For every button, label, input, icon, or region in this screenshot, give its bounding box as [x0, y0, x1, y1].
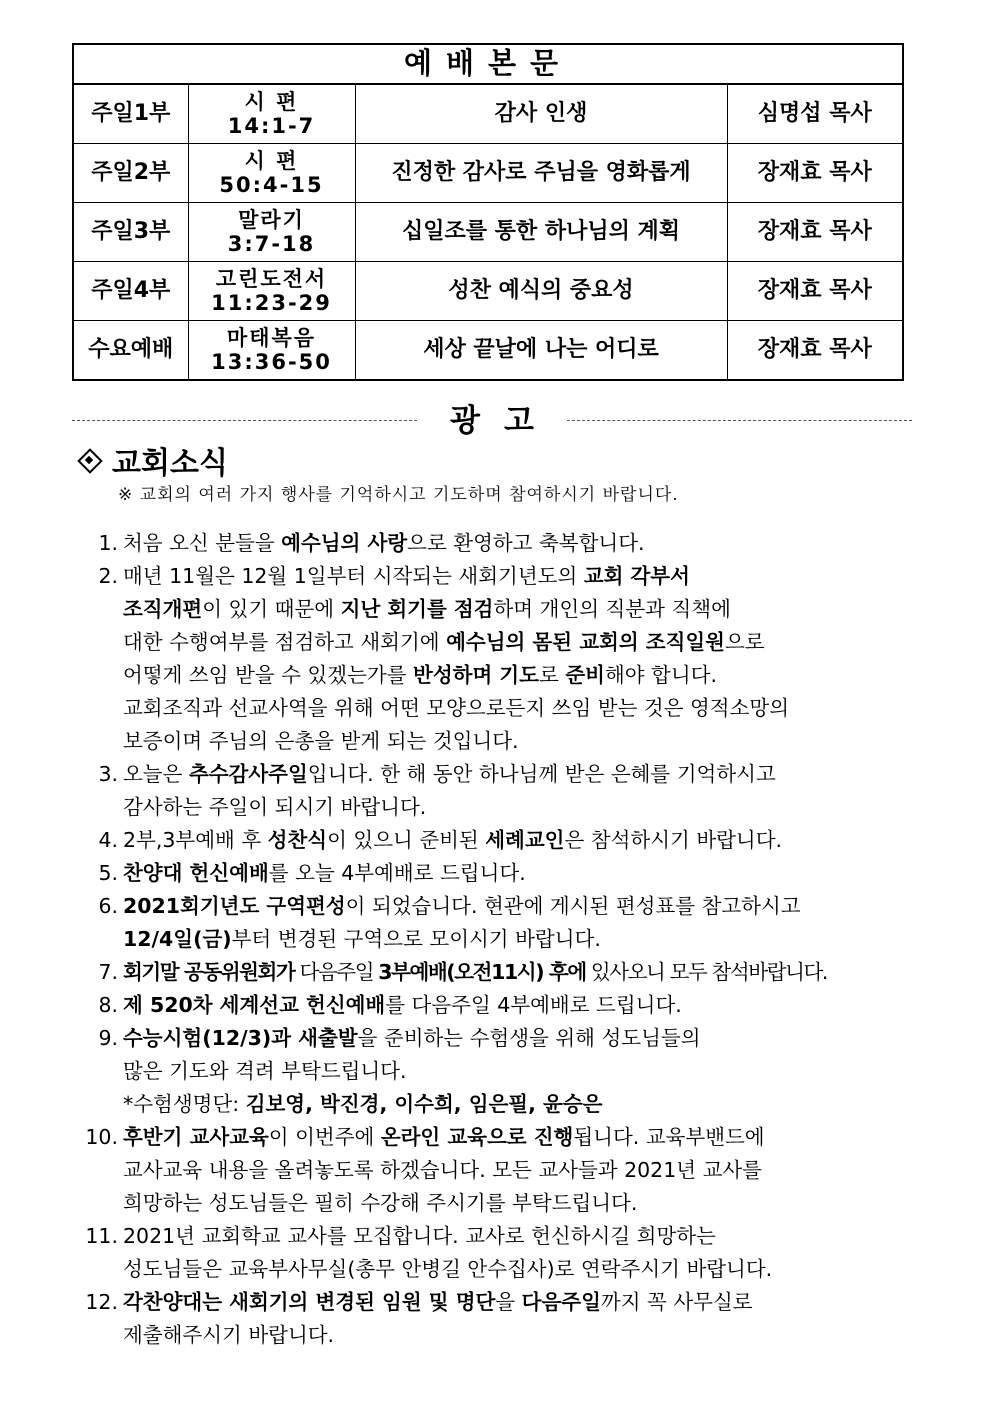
notice-emphasis: 찬양대 헌신예배: [123, 861, 269, 885]
notice-item: [70, 560, 900, 758]
scripture-ref: 13:36-50: [211, 350, 332, 374]
notice-emphasis: 준비: [565, 663, 605, 687]
notice-emphasis: 예수님의 사랑: [281, 531, 408, 555]
notice-text: 희망하는 성도님들은 필히 수강해 주시기를 부탁드립니다.: [123, 1191, 638, 1215]
notice-text: *수험생명단:: [123, 1092, 246, 1116]
worship-table: [72, 43, 904, 381]
notice-line: [123, 692, 900, 725]
worship-row: [73, 203, 903, 262]
announcement-title: 광고: [450, 403, 558, 439]
notice-number: 3.: [98, 762, 118, 786]
worship-rows: [73, 84, 903, 380]
notice-text: 성도님들은 교육부사무실(총무 안병길 안수집사)로 연락주시기 바랍니다.: [123, 1257, 773, 1281]
notice-item: [70, 824, 900, 857]
notice-number: 9.: [98, 1026, 118, 1050]
notice-number: 11.: [85, 1224, 118, 1248]
diamond-bullet-icon: [78, 449, 100, 471]
notice-item: [70, 956, 900, 989]
service-name: 주일2부: [73, 144, 188, 203]
service-name: 주일3부: [73, 203, 188, 262]
sermon-title: 십일조를 통한 하나님의 계획: [355, 203, 727, 262]
notice-emphasis: 추수감사주일: [188, 762, 308, 786]
notice-text: 해야 합니다.: [604, 663, 717, 687]
sermon-title: 세상 끝날에 나는 어디로: [355, 321, 727, 381]
notice-emphasis: 성찬식: [267, 828, 328, 852]
notice-line: [123, 1121, 900, 1154]
notice-line: [123, 824, 900, 857]
scripture-book: 시 편: [244, 89, 299, 114]
notice-emphasis: 김보영, 박진경, 이수희, 임은필, 윤승은: [245, 1092, 603, 1116]
scripture-ref: 3:7-18: [227, 232, 316, 256]
notice-number: 7.: [98, 960, 118, 984]
notice-line: [123, 659, 900, 692]
notice-text: 됩니다. 교육부밴드에: [573, 1125, 765, 1149]
preacher: 장재효 목사: [727, 321, 903, 381]
notice-emphasis: 회기말 공동위원회가: [123, 960, 295, 984]
notice-text: 제출해주시기 바랍니다.: [123, 1323, 335, 1347]
notice-text: 있사오니 모두 참석바랍니다.: [585, 960, 828, 984]
worship-row: [73, 84, 903, 144]
notice-item: [70, 1286, 900, 1352]
notice-line: [123, 626, 900, 659]
notice-text: 까지 꼭 사무실로: [600, 1290, 753, 1314]
notice-emphasis: 다음주일: [521, 1290, 601, 1314]
notice-emphasis: 3부예배(오전11시) 후에: [378, 960, 586, 984]
notice-emphasis: 온라인 교육으로 진행: [380, 1125, 574, 1149]
notice-emphasis: 세례교인: [485, 828, 565, 852]
notice-number: 12.: [85, 1290, 118, 1314]
worship-row: [73, 144, 903, 203]
notice-line: [123, 1088, 900, 1121]
notice-item: [70, 527, 900, 560]
notice-line: [123, 923, 900, 956]
notice-number: 4.: [98, 828, 118, 852]
scripture: [188, 262, 355, 321]
notice-text: 매년 11월은 12월 1일부터 시작되는 새회기년도의: [123, 564, 584, 588]
notice-item: [70, 890, 900, 956]
scripture-ref: 14:1-7: [227, 114, 316, 138]
notice-line: [123, 791, 900, 824]
service-name: 수요예배: [73, 321, 188, 381]
notice-line: [123, 1286, 900, 1319]
notice-line: [123, 890, 900, 923]
sermon-title: 감사 인생: [355, 84, 727, 144]
service-name: 주일1부: [73, 84, 188, 144]
notice-text: 대한 수행여부를 점검하고 새회기에: [123, 630, 447, 654]
notice-text: 이 되었습니다. 현관에 게시된 편성표를 참고하시고: [345, 894, 801, 918]
notice-emphasis: 예수님의 몸된 교회의 조직일원: [446, 630, 725, 654]
notice-emphasis: 반성하며 기도: [413, 663, 539, 687]
preacher: 심명섭 목사: [727, 84, 903, 144]
scripture-book: 말라기: [238, 207, 305, 232]
notice-text: 이 있으니 준비된: [327, 828, 486, 852]
sermon-title: 진정한 감사로 주님을 영화롭게: [355, 144, 727, 203]
notice-emphasis: 각찬양대는 새회기의 변경된 임원 및 명단: [123, 1290, 496, 1314]
preacher: 장재효 목사: [727, 144, 903, 203]
notice-emphasis: 조직개편: [123, 597, 203, 621]
scripture-ref: 50:4-15: [219, 173, 324, 197]
notice-text: 로: [539, 663, 566, 687]
notice-text: 으로 환영하고 축복합니다.: [407, 531, 645, 555]
notice-text: 처음 오신 분들을: [123, 531, 282, 555]
notice-line: [123, 527, 900, 560]
notice-text: 하며 개인의 직분과 직책에: [493, 597, 731, 621]
notice-text: 2부,3부예배 후: [123, 828, 268, 852]
notice-text: 입니다. 한 해 동안 하나님께 받은 은혜를 기억하시고: [307, 762, 776, 786]
divider: [567, 420, 912, 421]
notice-item: [70, 758, 900, 824]
notice-line: [123, 593, 900, 626]
notice-number: 5.: [98, 861, 118, 885]
scripture-book: 고린도전서: [215, 266, 328, 291]
scripture: [188, 321, 355, 381]
notice-emphasis: 제 520차 세계선교 헌신예배: [123, 993, 386, 1017]
preacher: 장재효 목사: [727, 203, 903, 262]
notice-line: [123, 989, 900, 1022]
notice-line: [123, 758, 900, 791]
notice-text: 부터 변경된 구역으로 모이시기 바랍니다.: [231, 927, 601, 951]
notice-text: 어떻게 쓰임 받을 수 있겠는가를: [123, 663, 414, 687]
notice-text: 보증이며 주님의 은총을 받게 되는 것입니다.: [123, 729, 519, 753]
notice-text: 오늘은: [123, 762, 189, 786]
notice-item: [70, 989, 900, 1022]
notice-emphasis: 수능시험(12/3)과 새출발: [123, 1026, 358, 1050]
notice-text: 를 다음주일 4부예배로 드립니다.: [385, 993, 682, 1017]
section-title: 교회소식: [112, 446, 228, 481]
scripture: [188, 84, 355, 144]
section-heading: [78, 438, 228, 482]
service-name: 주일4부: [73, 262, 188, 321]
notice-text: 이 있기 때문에: [202, 597, 341, 621]
notice-number: 8.: [98, 993, 118, 1017]
notice-line: [123, 1055, 900, 1088]
notice-line: [123, 956, 900, 989]
notice-text: 2021년 교회학교 교사를 모집합니다. 교사로 헌신하시길 희망하는: [123, 1224, 716, 1248]
notice-text: 을: [495, 1290, 522, 1314]
divider: [72, 420, 417, 421]
notice-line: [123, 560, 900, 593]
notice-emphasis: 12/4일(금): [123, 927, 232, 951]
notice-line: [123, 857, 900, 890]
worship-table-title: 예배본문: [73, 44, 903, 84]
notice-text: 많은 기도와 격려 부탁드립니다.: [123, 1059, 407, 1083]
notice-number: 6.: [98, 894, 118, 918]
notice-text: 를 오늘 4부예배로 드립니다.: [268, 861, 526, 885]
notice-number: 2.: [98, 564, 118, 588]
scripture-ref: 11:23-29: [211, 291, 332, 315]
notice-line: [123, 1220, 900, 1253]
notice-item: [70, 1022, 900, 1121]
notice-text: 으로: [724, 630, 765, 654]
notice-number: 1.: [98, 531, 118, 555]
notice-text: 교회조직과 선교사역을 위해 어떤 모양으로든지 쓰임 받는 것은 영적소망의: [123, 696, 790, 720]
notice-text: 이 이번주에: [268, 1125, 381, 1149]
notice-item: [70, 1220, 900, 1286]
notice-text: 을 준비하는 수험생을 위해 성도님들의: [357, 1026, 701, 1050]
notice-emphasis: 교회 각부서: [583, 564, 690, 588]
notice-item: [70, 1121, 900, 1220]
notice-emphasis: 2021회기년도 구역편성: [123, 894, 346, 918]
notice-line: [123, 725, 900, 758]
scripture-book: 시 편: [244, 148, 299, 173]
notice-list: [70, 527, 900, 1352]
notice-line: [123, 1187, 900, 1220]
sermon-title: 성찬 예식의 중요성: [355, 262, 727, 321]
notice-emphasis: 후반기 교사교육: [123, 1125, 269, 1149]
notice-line: [123, 1022, 900, 1055]
notice-number: 10.: [85, 1125, 118, 1149]
notice-emphasis: 지난 회기를 점검: [340, 597, 494, 621]
worship-row: [73, 262, 903, 321]
scripture-book: 마태복음: [226, 325, 317, 350]
notice-line: [123, 1154, 900, 1187]
announcement-header: [72, 395, 912, 439]
notice-text: 다음주일: [294, 960, 379, 984]
scripture: [188, 203, 355, 262]
notice-text: 교사교육 내용을 올려놓도록 하겠습니다. 모든 교사들과 2021년 교사를: [123, 1158, 762, 1182]
notice-item: [70, 857, 900, 890]
worship-row: [73, 321, 903, 381]
notice-line: [123, 1253, 900, 1286]
preacher: 장재효 목사: [727, 262, 903, 321]
notice-line: [123, 1319, 900, 1352]
notice-text: 감사하는 주일이 되시기 바랍니다.: [123, 795, 427, 819]
notice-text: 은 참석하시기 바랍니다.: [564, 828, 783, 852]
section-note: ※ 교회의 여러 가지 행사를 기억하시고 기도하며 참여하시기 바랍니다.: [118, 485, 679, 505]
scripture: [188, 144, 355, 203]
